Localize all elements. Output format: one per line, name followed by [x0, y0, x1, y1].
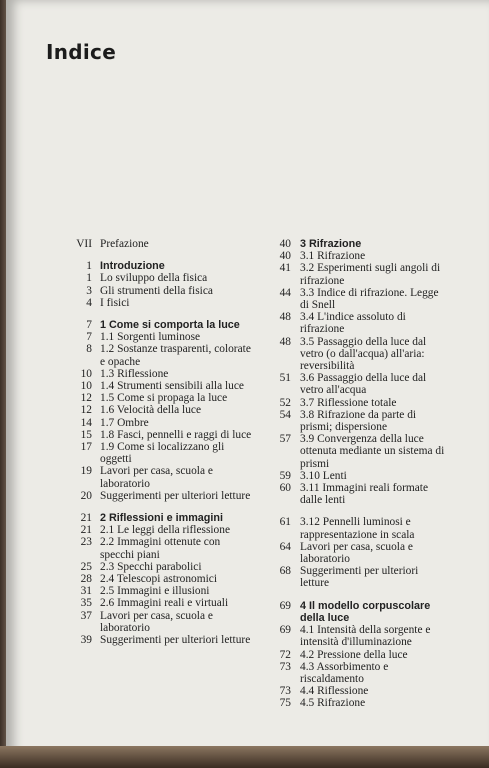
- toc-page-number: 51: [279, 372, 291, 385]
- toc-page-number: 7: [86, 319, 92, 332]
- toc-page-number: 60: [279, 482, 291, 495]
- toc-entry: [62, 561, 252, 573]
- toc-chapter-heading: [266, 238, 450, 250]
- toc-entry: [62, 634, 252, 646]
- toc-page-number: 1: [86, 260, 92, 273]
- toc-page-number: 21: [80, 512, 92, 525]
- toc-entry-text: 1.4 Strumenti sensibili alla luce: [100, 380, 244, 393]
- toc-entry-text: Suggerimenti per ulteriori letture: [100, 489, 251, 502]
- toc-chapter-heading: [266, 600, 450, 624]
- toc-entry: [266, 624, 450, 648]
- toc-entry: [266, 661, 450, 685]
- toc-page-number: 12: [80, 404, 92, 417]
- entry-spacer: [266, 590, 450, 600]
- toc-page-number: 31: [80, 585, 92, 598]
- toc-entry-text: 1.1 Sorgenti luminose: [100, 331, 201, 344]
- toc-entry: [62, 524, 252, 536]
- toc-page-number: 54: [279, 408, 291, 421]
- toc-page-number: 73: [279, 660, 291, 673]
- toc-entry: [266, 697, 450, 709]
- toc-entry: [266, 409, 450, 433]
- toc-page-number: 35: [80, 597, 92, 610]
- toc-entry: [62, 272, 252, 284]
- toc-entry: [266, 541, 450, 565]
- toc-entry-text: 3.3 Indice di rifrazione. Legge di Snell: [300, 286, 439, 312]
- toc-entry: [62, 536, 252, 560]
- toc-page-number: 1: [86, 272, 92, 285]
- toc-entry: [266, 397, 450, 409]
- toc-entry: [62, 585, 252, 597]
- toc-page-number: 59: [279, 469, 291, 482]
- toc-entry: [62, 368, 252, 380]
- toc-entry-text: 3.10 Lenti: [300, 469, 347, 482]
- toc-entry: [266, 372, 450, 396]
- toc-page-number: 19: [80, 465, 92, 478]
- entry-spacer: [62, 309, 252, 319]
- toc-page-number: 52: [279, 396, 291, 409]
- toc-page-number: 3: [86, 284, 92, 297]
- toc-page-number: 4: [86, 296, 92, 309]
- toc-entry-text: 1.3 Riflessione: [100, 367, 169, 380]
- toc-page-number: 10: [80, 380, 92, 393]
- toc-entry: [62, 417, 252, 429]
- toc-entry-text: Suggerimenti per ulteriori letture: [300, 565, 419, 590]
- toc-page-number: 39: [80, 634, 92, 647]
- toc-page-number: 75: [279, 697, 291, 710]
- toc-entry: [62, 404, 252, 416]
- toc-entry-text: 2.6 Immagini reali e virtuali: [100, 597, 229, 610]
- toc-entry-text: 2.3 Specchi parabolici: [100, 560, 202, 573]
- toc-page-number: 8: [86, 343, 92, 356]
- toc-entry-text: 3.5 Passaggio della luce dal vetro (o dall'acqua) all'aria: reversibilità: [300, 335, 427, 373]
- toc-entry-text: 3.4 L'indice assoluto di rifrazione: [300, 311, 406, 336]
- toc-entry-text: Lavori per casa, scuola e laboratorio: [100, 465, 213, 490]
- toc-page-number: 61: [279, 516, 291, 529]
- toc-entry: [62, 238, 252, 250]
- toc-left-column: [62, 238, 252, 646]
- toc-entry-text: 2.1 Le leggi della riflessione: [100, 524, 231, 537]
- toc-entry-text: Lavori per casa, scuola e laboratorio: [300, 540, 413, 566]
- toc-entry: [62, 392, 252, 404]
- toc-entry-text: 1.2 Sostanze trasparenti, colorate e opache: [100, 343, 251, 368]
- toc-entry-text: 2.2 Immagini ottenute con specchi piani: [100, 536, 221, 561]
- toc-entry: [266, 470, 450, 482]
- toc-entry-text: 2.5 Immagini e illusioni: [100, 585, 210, 598]
- toc-entry-text: 3.2 Esperimenti sugli angoli di rifrazione: [300, 262, 441, 287]
- toc-entry: [62, 597, 252, 609]
- toc-page-number: 21: [80, 524, 92, 537]
- toc-page-number: 40: [279, 250, 291, 263]
- toc-entry-text: 1.8 Fasci, pennelli e raggi di luce: [100, 428, 252, 441]
- toc-entry-text: 3.9 Convergenza della luce ottenuta mediante un sistema di prismi: [300, 433, 445, 470]
- toc-entry: [266, 565, 450, 589]
- toc-page-number: 41: [279, 262, 291, 275]
- toc-entry-text: 1.6 Velocità della luce: [100, 404, 202, 417]
- toc-entry-text: 3.11 Immagini reali formate dalle lenti: [300, 482, 428, 507]
- toc-page-number: 10: [80, 367, 92, 380]
- toc-chapter-heading: [62, 319, 252, 331]
- toc-entry: [62, 441, 252, 465]
- toc-chapter-heading: [62, 260, 252, 272]
- toc-entry: [62, 429, 252, 441]
- toc-entry-text: Prefazione: [100, 238, 149, 250]
- toc-entry: [62, 343, 252, 367]
- entry-spacer: [62, 502, 252, 512]
- entry-spacer: [62, 250, 252, 260]
- toc-right-column: [266, 238, 450, 710]
- toc-entry: [62, 331, 252, 343]
- toc-page-number: 17: [80, 441, 92, 454]
- toc-page-number: 25: [80, 560, 92, 573]
- toc-entry-text: 2.4 Telescopi astronomici: [100, 573, 217, 586]
- entry-spacer: [266, 506, 450, 516]
- toc-page-number: 14: [80, 416, 92, 429]
- toc-page-number: 37: [80, 609, 92, 622]
- toc-entry-text: 4.2 Pressione della luce: [300, 648, 408, 661]
- table-surface: [0, 746, 489, 768]
- toc-entry-text: 3.7 Riflessione totale: [300, 396, 397, 409]
- toc-page-number: 64: [279, 540, 291, 553]
- toc-entry-text: 1 Come si comporta la luce: [100, 319, 240, 332]
- toc-page-number: 57: [279, 433, 291, 446]
- toc-page-number: 15: [80, 428, 92, 441]
- toc-entry-text: 3.8 Rifrazione da parte di prismi; dispersione: [300, 408, 417, 434]
- toc-entry: [62, 573, 252, 585]
- toc-page-number: 48: [279, 311, 291, 324]
- toc-entry: [266, 685, 450, 697]
- toc-page-number: 28: [80, 573, 92, 586]
- toc-page-number: 68: [279, 565, 291, 578]
- toc-entry-text: 4.3 Assorbimento e riscaldamento: [300, 660, 389, 685]
- toc-page-number: 69: [279, 624, 291, 637]
- toc-entry: [62, 285, 252, 297]
- toc-entry: [266, 516, 450, 540]
- toc-entry: [266, 336, 450, 373]
- toc-page-number: 72: [279, 648, 291, 661]
- toc-entry-text: 3 Rifrazione: [300, 238, 362, 250]
- toc-entry: [266, 433, 450, 470]
- toc-entry-text: 3.1 Rifrazione: [300, 250, 366, 263]
- toc-entry-text: 4.1 Intensità della sorgente e intensità d'illuminazione: [300, 624, 431, 649]
- toc-entry: [266, 482, 450, 506]
- toc-entry-text: 3.6 Passaggio della luce dal vetro all'acqua: [300, 372, 427, 397]
- toc-page-number: 20: [80, 489, 92, 502]
- toc-page-number: 23: [80, 536, 92, 549]
- toc-entry: [62, 380, 252, 392]
- toc-entry-text: I fisici: [100, 296, 130, 309]
- toc-entry-text: Lavori per casa, scuola e laboratorio: [100, 609, 213, 634]
- toc-entry: [62, 297, 252, 309]
- toc-entry: [62, 610, 252, 634]
- toc-entry: [266, 311, 450, 335]
- toc-entry-text: Lo sviluppo della fisica: [100, 272, 208, 285]
- page-title: Indice: [46, 40, 117, 64]
- toc-entry-text: 4.4 Riflessione: [300, 685, 369, 698]
- toc-entry: [266, 262, 450, 286]
- toc-entry-text: 3.12 Pennelli luminosi e rappresentazione in scala: [300, 516, 415, 541]
- toc-entry-text: Suggerimenti per ulteriori letture: [100, 634, 251, 647]
- toc-entry-text: Introduzione: [100, 260, 165, 273]
- toc-chapter-heading: [62, 512, 252, 524]
- toc-entry-text: Gli strumenti della fisica: [100, 284, 213, 297]
- toc-page-number: 12: [80, 392, 92, 405]
- toc-entry-text: 4.5 Rifrazione: [300, 697, 366, 710]
- toc-entry-text: 1.5 Come si propaga la luce: [100, 392, 228, 405]
- toc-page-number: 40: [279, 238, 291, 250]
- toc-entry-text: 2 Riflessioni e immagini: [100, 512, 223, 525]
- toc-entry-text: 1.9 Come si localizzano gli oggetti: [100, 441, 225, 466]
- toc-entry: [266, 649, 450, 661]
- toc-entry: [62, 490, 252, 502]
- toc-entry: [266, 287, 450, 311]
- toc-entry-text: 4 Il modello corpuscolare della luce: [300, 599, 431, 624]
- toc-entry: [62, 465, 252, 489]
- toc-page-number: 44: [279, 286, 291, 299]
- toc-entry: [266, 250, 450, 262]
- toc-page-number: VII: [76, 238, 92, 250]
- toc-page-number: 48: [279, 335, 291, 348]
- toc-entry-text: 1.7 Ombre: [100, 416, 149, 429]
- toc-page-number: 69: [279, 599, 291, 612]
- toc-page-number: 73: [279, 685, 291, 698]
- toc-page-number: 7: [86, 331, 92, 344]
